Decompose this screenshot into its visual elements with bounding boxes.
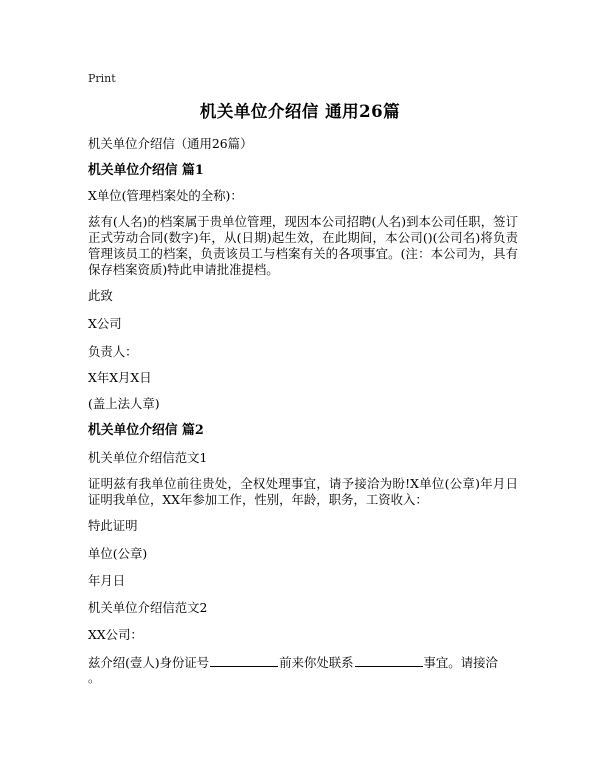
sample2-title: 机关单位介绍信范文2	[88, 600, 208, 615]
sample2-intro-line	[88, 654, 518, 671]
sample2-end: 。	[88, 670, 101, 685]
matter-blank	[355, 654, 423, 667]
section1-responsible: 负责人：	[88, 344, 138, 359]
sample1-date: 年月日	[88, 573, 126, 588]
sample2-part3: 事宜。请接洽	[423, 655, 498, 670]
section1-salutation: X单位(管理档案处的全称)：	[88, 188, 243, 203]
subtitle: 机关单位介绍信（通用26篇）	[88, 136, 253, 151]
section1-body: 兹有(人名)的档案属于贵单位管理，现因本公司招聘(人名)到本公司任职，签订正式劳动合同(数字)年，从(日期)起生效，在此期间，本公司()(公司名)将负责管理该员工的档案，负责该员工与档案有关的各项事宜。(注：本公司为，具有保存档案资质)特此申请批准提档。	[88, 214, 518, 277]
section1-company: X公司	[88, 316, 122, 331]
sample2-part2: 前来你处联系	[279, 655, 354, 670]
sample2-part1: 兹介绍(壹人)身份证号	[88, 655, 210, 670]
page-title: 机关单位介绍信 通用26篇	[199, 102, 401, 121]
sample1-unit: 单位(公章)	[88, 546, 148, 561]
print-label: Print	[88, 72, 116, 85]
section2-heading: 机关单位介绍信 篇2	[88, 423, 204, 438]
section1-seal: (盖上法人章)	[88, 396, 160, 411]
id-number-blank	[210, 654, 278, 667]
section1-closing: 此致	[88, 288, 113, 303]
sample1-body: 证明兹有我单位前往贵处，全权处理事宜，请予接洽为盼!X单位(公章)年月日证明我单位，XX年参加工作，性别，年龄，职务，工资收入：	[88, 476, 518, 507]
section1-date: X年X月X日	[88, 370, 152, 385]
sample1-special: 特此证明	[88, 518, 138, 533]
sample2-salutation: XX公司：	[88, 627, 143, 642]
section1-heading: 机关单位介绍信 篇1	[88, 163, 204, 178]
sample1-title: 机关单位介绍信范文1	[88, 450, 208, 465]
